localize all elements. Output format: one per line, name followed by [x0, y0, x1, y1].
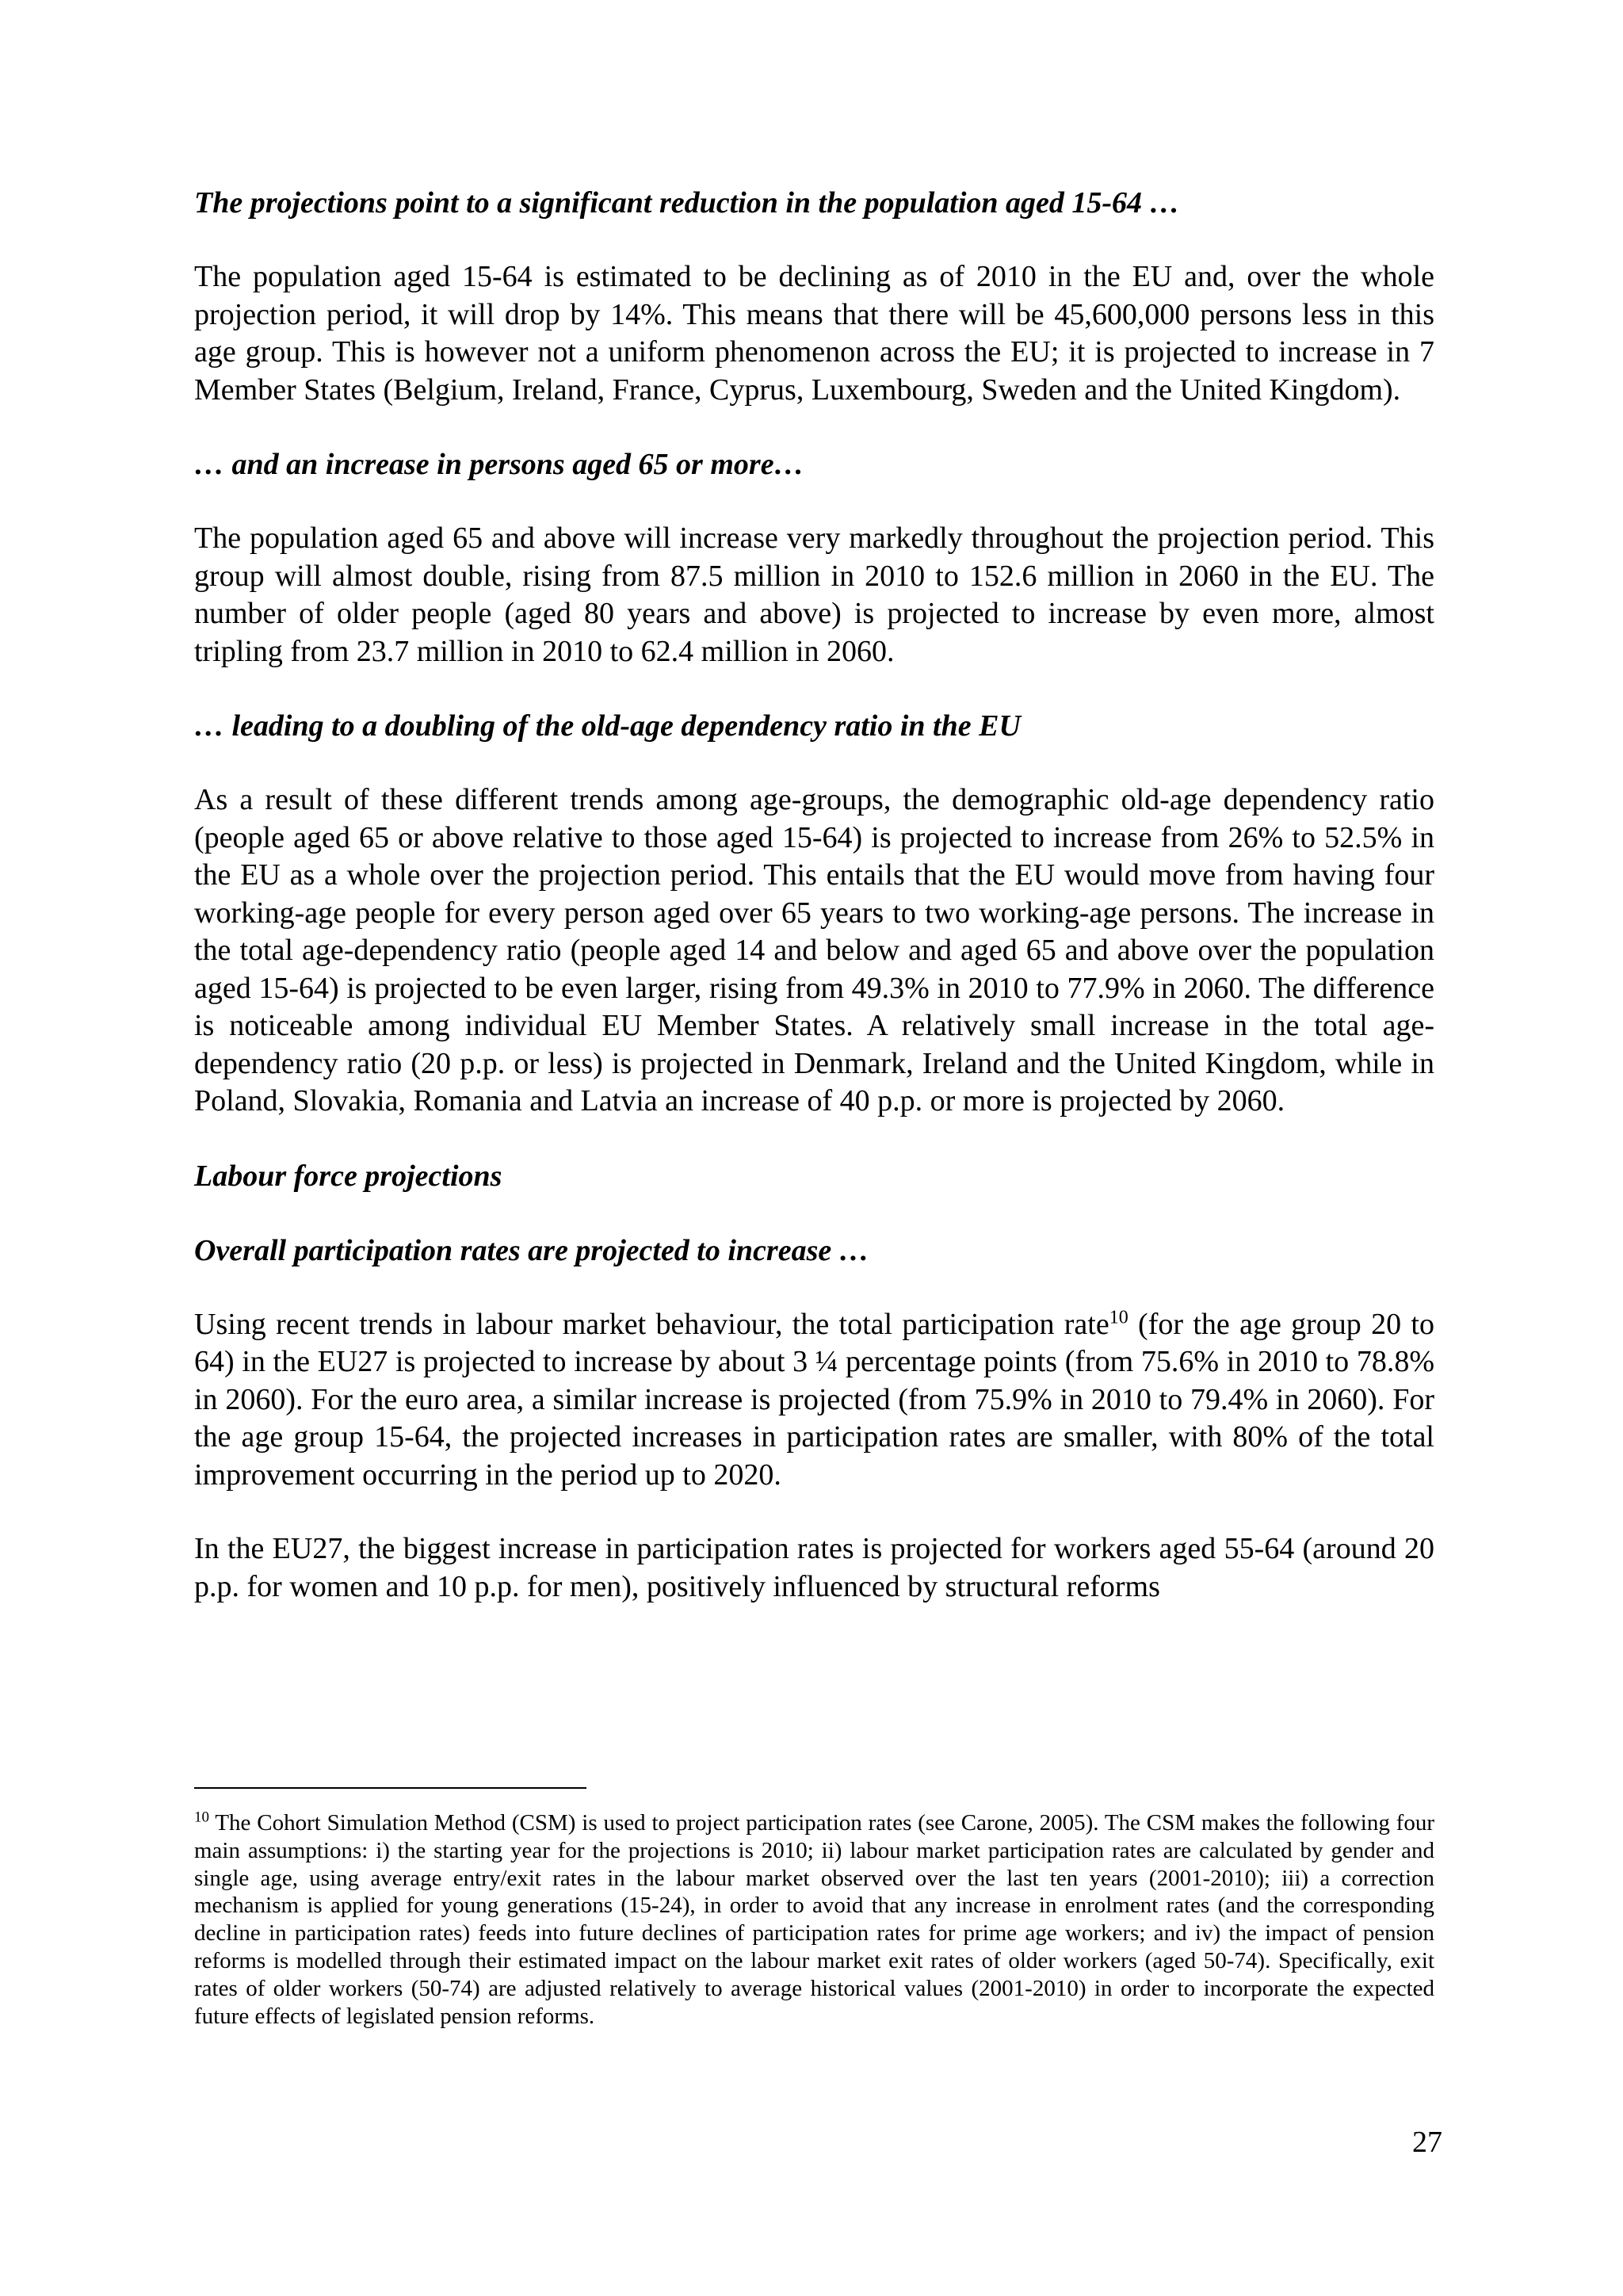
participation-text-start: Using recent trends in labour market behaviour, the total participation rate	[194, 1307, 1109, 1341]
paragraph-eu27-increase: In the EU27, the biggest increase in participation rates is projected for workers aged 55-64 (around 20 p.p. for women and 10 p.p. for men), positively influenced by structural reforms	[194, 1532, 1434, 1603]
page-number: 27	[1412, 2126, 1442, 2159]
heading-persons-65-plus: … and an increase in persons aged 65 or more…	[194, 448, 804, 481]
paragraph-population-15-64: The population aged 15-64 is estimated to be declining as of 2010 in the EU and, over the whole projection period, it will drop by 14%. This means that there will be 45,600,000 persons less in this age group. This is however not a uniform phenomenon across the EU; it is projected to increase in 7 Member States (Belgium, Ireland, France, Cyprus, Luxembourg, Sweden and the United Kingdom).	[194, 260, 1434, 407]
footnote-number: 10	[194, 1809, 209, 1826]
main-text	[194, 184, 1434, 1642]
heading-population-15-64: The projections point to a significant reduction in the population aged 15-64 …	[194, 186, 1180, 220]
footnote-reference[interactable]: 10	[1109, 1306, 1128, 1328]
heading-labour-force-projections: Labour force projections	[194, 1159, 502, 1193]
heading-dependency-ratio: … leading to a doubling of the old-age dependency ratio in the EU	[194, 709, 1021, 743]
footnote-text: The Cohort Simulation Method (CSM) is used to project participation rates (see Carone, 2005). The CSM makes the following four main assumptions: i) the starting year for the projections is 2010; ii) labour market participation rates are calculated by gender and single age, using average entry/exit rates in the labour market observed over the last ten years (2001-2010); iii) a correction mechanism is applied for young generations (15-24), in order to avoid that any increase in enrolment rates (and the corresponding decline in participation rates) feeds into future declines of participation rates for prime age workers; and iv) the impact of pension reforms is modelled through their estimated impact on the labour market exit rates of older workers (aged 50-74). Specifically, exit rates of older workers (50-74) are adjusted relatively to average historical values (2001-2010) in order to incorporate the expected future effects of legislated pension reforms.	[194, 1810, 1434, 2029]
footnote-10	[194, 1809, 1434, 2030]
paragraph-persons-65-plus: The population aged 65 and above will increase very markedly throughout the projection period. This group will almost double, rising from 87.5 million in 2010 to 152.6 million in 2060 in the EU. The number of older people (aged 80 years and above) is projected to increase by even more, almost tripling from 23.7 million in 2010 to 62.4 million in 2060.	[194, 521, 1434, 668]
paragraph-dependency-ratio: As a result of these different trends among age-groups, the demographic old-age dependency ratio (people aged 65 or above relative to those aged 15-64) is projected to increase from 26% to 52.5% in the EU as a whole over the projection period. This entails that the EU would move from having four working-age people for every person aged over 65 years to two working-age persons. The increase in the total age-dependency ratio (people aged 14 and below and aged 65 and above over the population aged 15-64) is projected to be even larger, rising from 49.3% in 2010 to 77.9% in 2060. The difference is noticeable among individual EU Member States. A relatively small increase in the total age-dependency ratio (20 p.p. or less) is projected in Denmark, Ireland and the United Kingdom, while in Poland, Slovakia, Romania and Latvia an increase of 40 p.p. or more is projected by 2060.	[194, 783, 1434, 1117]
heading-participation-rates: Overall participation rates are projected to increase …	[194, 1233, 869, 1267]
footnote-separator	[194, 1787, 586, 1789]
paragraph-participation-rates	[194, 1306, 1434, 1495]
participation-text-end: (for the age group 20 to 64) in the EU27 is projected to increase by about 3 ¼ percentage points (from 75.6% in 2010 to 78.8% in 2060). For the euro area, a similar increase is projected (from 75.9% in 2010 to 79.4% in 2060). For the age group 15-64, the projected increases in participation rates are smaller, with 80% of the total improvement occurring in the period up to 2020.	[194, 1307, 1434, 1492]
